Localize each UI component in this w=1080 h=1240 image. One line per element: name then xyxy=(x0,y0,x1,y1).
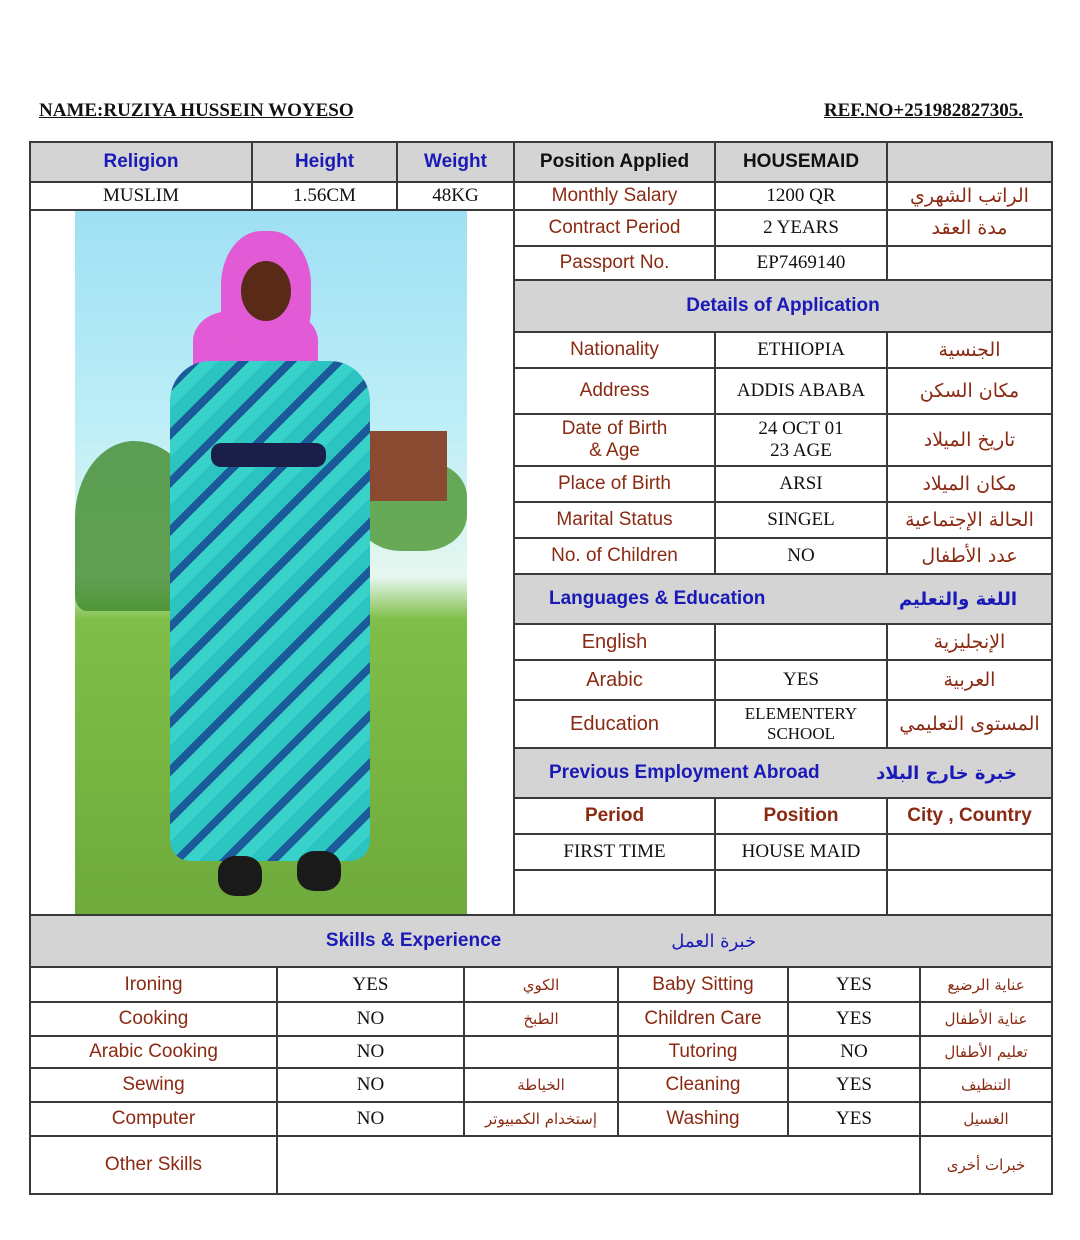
employment-city xyxy=(887,834,1052,870)
children-arabic: عدد الأطفال xyxy=(887,538,1052,574)
applicant-photo xyxy=(75,211,467,915)
other-skills-value xyxy=(277,1136,920,1194)
position-applied-label: Position Applied xyxy=(514,142,715,182)
english-arabic: الإنجليزية xyxy=(887,624,1052,660)
skill-row: Computer NO إستخدام الكمبيوتر Washing YES الغسيل xyxy=(30,1102,1052,1136)
city-country-column-header: City , Country xyxy=(887,798,1052,834)
children-label: No. of Children xyxy=(514,538,715,574)
place-of-birth-label: Place of Birth xyxy=(514,466,715,502)
skill-row: Cooking NO الطبخ Children Care YES عناية الأطفال xyxy=(30,1002,1052,1036)
employment-position: HOUSE MAID xyxy=(715,834,887,870)
skill-row: Sewing NO الخياطة Cleaning YES التنظيف xyxy=(30,1068,1052,1102)
place-of-birth-value: ARSI xyxy=(715,466,887,502)
arabic-label: Arabic xyxy=(514,660,715,700)
nationality-value: ETHIOPIA xyxy=(715,332,887,368)
english-label: English xyxy=(514,624,715,660)
address-label: Address xyxy=(514,368,715,414)
contract-period-arabic: مدة العقد xyxy=(887,210,1052,246)
dob-label: Date of Birth & Age xyxy=(514,414,715,466)
education-arabic: المستوى التعليمي xyxy=(887,700,1052,748)
address-value: ADDIS ABABA xyxy=(715,368,887,414)
education-label: Education xyxy=(514,700,715,748)
marital-status-label: Marital Status xyxy=(514,502,715,538)
nationality-label: Nationality xyxy=(514,332,715,368)
height-value: 1.56CM xyxy=(252,182,397,210)
place-of-birth-arabic: مكان الميلاد xyxy=(887,466,1052,502)
contract-period-value: 2 YEARS xyxy=(715,210,887,246)
details-section-title: Details of Application xyxy=(514,280,1052,332)
monthly-salary-value: 1200 QR xyxy=(715,182,887,210)
employment-position xyxy=(715,870,887,918)
position-applied-value: HOUSEMAID xyxy=(715,142,887,182)
nationality-arabic: الجنسية xyxy=(887,332,1052,368)
other-skills-arabic: خبرات أخرى xyxy=(920,1136,1052,1194)
religion-value: MUSLIM xyxy=(30,182,252,210)
skills-table xyxy=(29,914,1053,1195)
skills-section-title: Skills & Experience خبرة العمل xyxy=(30,915,1052,967)
other-skills-label: Other Skills xyxy=(30,1136,277,1194)
employment-section-title: Previous Employment Abroad خبرة خارج البلاد xyxy=(514,748,1052,798)
employment-city xyxy=(887,870,1052,918)
monthly-salary-arabic: الراتب الشهري xyxy=(887,182,1052,210)
children-value: NO xyxy=(715,538,887,574)
employment-period: FIRST TIME xyxy=(514,834,715,870)
weight-value: 48KG xyxy=(397,182,514,210)
skill-row: Arabic Cooking NO Tutoring NO تعليم الأطفال xyxy=(30,1036,1052,1068)
weight-label: Weight xyxy=(397,142,514,182)
position-column-header: Position xyxy=(715,798,887,834)
employment-period xyxy=(514,870,715,918)
height-label: Height xyxy=(252,142,397,182)
other-skills-row xyxy=(30,1136,1052,1194)
english-value xyxy=(715,624,887,660)
dob-arabic: تاريخ الميلاد xyxy=(887,414,1052,466)
passport-arabic xyxy=(887,246,1052,280)
application-table xyxy=(29,141,1053,919)
education-value: ELEMENTERY SCHOOL xyxy=(715,700,887,748)
photo-cell xyxy=(30,210,514,918)
marital-status-arabic: الحالة الإجتماعية xyxy=(887,502,1052,538)
period-column-header: Period xyxy=(514,798,715,834)
address-arabic: مكان السكن xyxy=(887,368,1052,414)
skill-row: Ironing YES الكوي Baby Sitting YES عناية الرضيع xyxy=(30,967,1052,1002)
languages-section-title: Languages & Education اللغة والتعليم xyxy=(514,574,1052,624)
passport-value: EP7469140 xyxy=(715,246,887,280)
arabic-value: YES xyxy=(715,660,887,700)
monthly-salary-label: Monthly Salary xyxy=(514,182,715,210)
dob-value: 24 OCT 01 23 AGE xyxy=(715,414,887,466)
applicant-name: NAME:RUZIYA HUSSEIN WOYESO xyxy=(39,100,354,121)
reference-number: REF.NO+251982827305. xyxy=(823,100,1023,121)
contract-period-label: Contract Period xyxy=(514,210,715,246)
arabic-arabic: العربية xyxy=(887,660,1052,700)
passport-label: Passport No. xyxy=(514,246,715,280)
position-applied-arabic xyxy=(887,142,1052,182)
religion-label: Religion xyxy=(30,142,252,182)
marital-status-value: SINGEL xyxy=(715,502,887,538)
